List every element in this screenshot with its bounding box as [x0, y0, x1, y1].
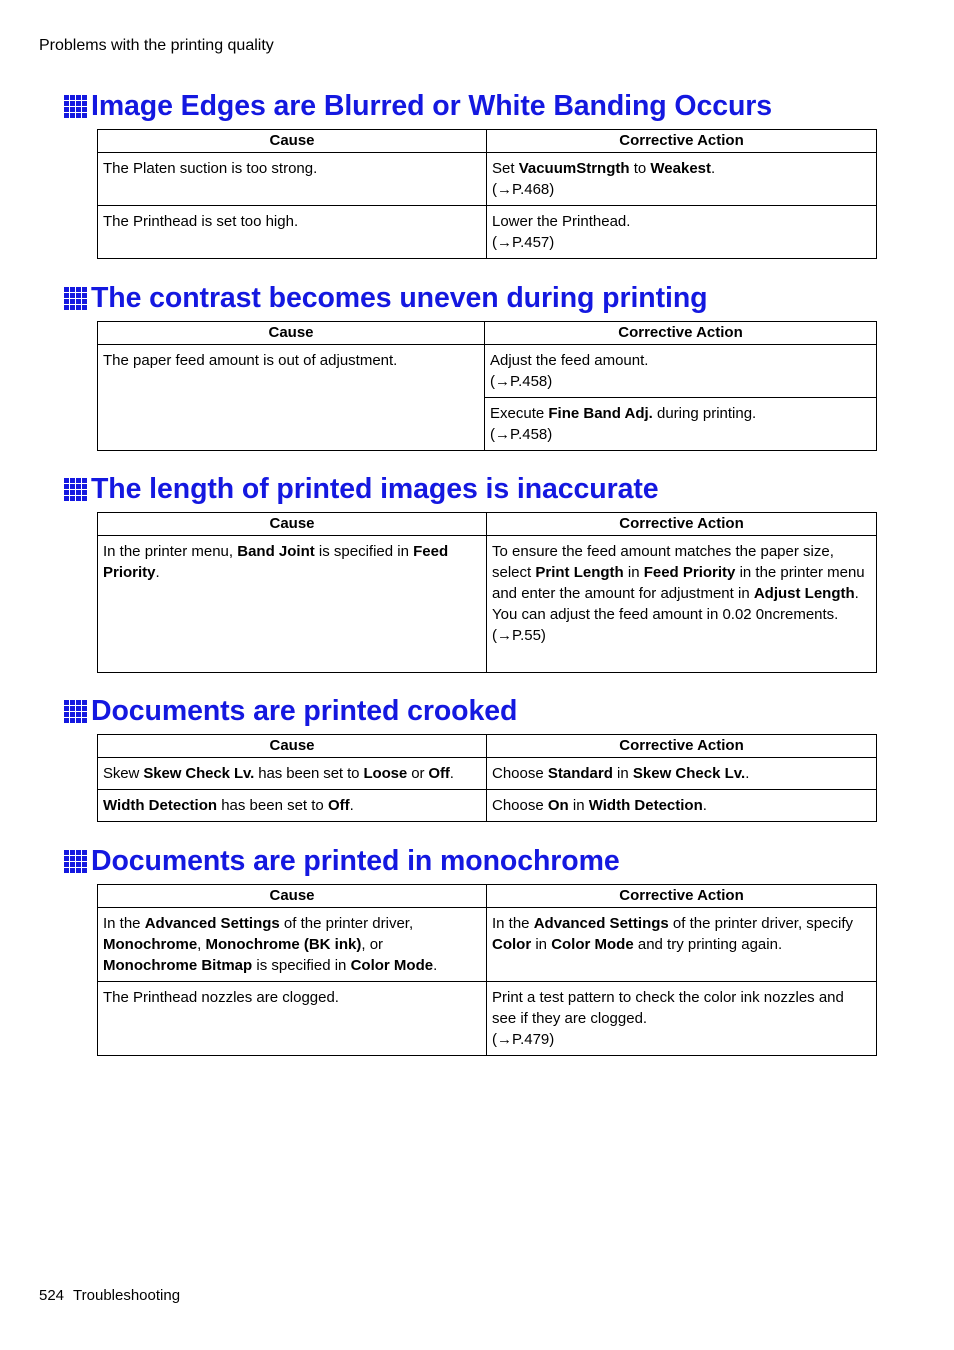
- section-length-inaccurate: [64, 471, 877, 673]
- setting-name: Width Detection: [588, 797, 703, 814]
- dot-grid-icon: [64, 478, 87, 501]
- action-text: [490, 403, 871, 424]
- text-run: in: [623, 564, 644, 581]
- section-title: Image Edges are Blurred or White Banding Occurs: [91, 89, 773, 122]
- text-run: In the: [492, 915, 534, 932]
- text-run: In the printer menu,: [103, 543, 238, 560]
- section-title: Documents are printed in monochrome: [91, 844, 620, 877]
- cause-line: [103, 913, 481, 934]
- setting-name: Color Mode: [551, 936, 634, 953]
- text-run: is specified in: [252, 957, 351, 974]
- setting-name: Feed Priority: [643, 564, 736, 581]
- action-cell: [487, 790, 877, 822]
- section-title: Documents are printed crooked: [91, 694, 518, 727]
- section-heading: [64, 280, 877, 316]
- setting-name: Skew Check Lv.: [632, 765, 746, 782]
- text-run: Set: [492, 160, 519, 177]
- action-text: [492, 541, 871, 625]
- setting-name: Adjust Length: [753, 585, 855, 602]
- text-run: .: [702, 797, 707, 814]
- cause-cell: The Printhead is set too high.: [98, 206, 487, 259]
- cause-column-header: Cause: [98, 513, 487, 536]
- setting-name: Skew Check Lv.: [143, 765, 255, 782]
- troubleshooting-table: [97, 129, 877, 259]
- cause-column-header: Cause: [98, 322, 485, 345]
- table-row: [98, 345, 877, 398]
- section-uneven-contrast: [64, 280, 877, 451]
- action-column-header: Corrective Action: [487, 885, 877, 908]
- action-column-header: Corrective Action: [487, 130, 877, 153]
- text-run: ,: [197, 936, 206, 953]
- setting-value: On: [547, 797, 569, 814]
- text-run: .: [711, 160, 716, 177]
- text-run: Skew: [103, 765, 144, 782]
- section-heading: [64, 843, 877, 879]
- table-header-row: [98, 130, 877, 153]
- page-reference-link[interactable]: (→P.55): [492, 627, 546, 644]
- page-reference-link[interactable]: (→P.458): [490, 426, 553, 443]
- cause-column-header: Cause: [98, 735, 487, 758]
- table-row: [98, 536, 877, 673]
- troubleshooting-table: [97, 734, 877, 822]
- cause-line: [103, 955, 481, 976]
- action-cell: [487, 982, 877, 1056]
- page-reference-link[interactable]: (→P.468): [492, 181, 555, 198]
- section-title: The length of printed images is inaccurate: [91, 472, 659, 505]
- text-run: has been set to: [217, 797, 328, 814]
- setting-value: Standard: [547, 765, 613, 782]
- setting-value: Loose: [363, 765, 408, 782]
- setting-value: Off: [327, 797, 350, 814]
- setting-name: VacuumStrngth: [518, 160, 630, 177]
- page-reference-link[interactable]: (→P.457): [492, 234, 555, 251]
- action-column-header: Corrective Action: [485, 322, 877, 345]
- action-text: Print a test pattern to check the color ink nozzles and see if they are clogged.: [492, 989, 844, 1027]
- section-heading: [64, 471, 877, 507]
- text-run: in: [568, 797, 589, 814]
- table-row: [98, 758, 877, 790]
- footer-section-name: Troubleshooting: [73, 1287, 181, 1304]
- text-run: in the printer menu and enter the amount for adjustment in: [492, 564, 865, 602]
- table-header-row: [98, 322, 877, 345]
- troubleshooting-table: [97, 321, 877, 451]
- setting-name: Width Detection: [103, 797, 218, 814]
- text-run: in: [612, 765, 633, 782]
- text-run: .: [745, 765, 750, 782]
- table-header-row: [98, 885, 877, 908]
- dot-grid-icon: [64, 850, 87, 873]
- text-run: is specified in: [314, 543, 414, 560]
- table-row: [98, 908, 877, 982]
- dot-grid-icon: [64, 700, 87, 723]
- text-run: .: [155, 564, 160, 581]
- table-row: [98, 206, 877, 259]
- setting-name: Color Mode: [350, 957, 434, 974]
- setting-name: Advanced Settings: [533, 915, 669, 932]
- text-run: .: [449, 765, 454, 782]
- cause-cell: The Printhead nozzles are clogged.: [98, 982, 487, 1056]
- table-row: [98, 153, 877, 206]
- cause-column-header: Cause: [98, 885, 487, 908]
- table-row: [98, 982, 877, 1056]
- setting-name: Fine Band Adj.: [548, 405, 653, 422]
- action-text: [492, 158, 871, 179]
- action-cell: [487, 536, 877, 673]
- setting-name: Band Joint: [237, 543, 315, 560]
- dot-grid-icon: [64, 95, 87, 118]
- section-title: The contrast becomes uneven during printing: [91, 281, 708, 314]
- action-text: Lower the Printhead.: [492, 213, 631, 230]
- table-row: [98, 790, 877, 822]
- cause-line: [103, 934, 481, 955]
- table-header-row: [98, 513, 877, 536]
- setting-value: Monochrome Bitmap: [103, 957, 253, 974]
- section-heading: [64, 693, 877, 729]
- text-run: in: [531, 936, 552, 953]
- section-heading: [64, 88, 877, 124]
- action-cell: [487, 908, 877, 982]
- text-run: of the printer driver,: [279, 915, 414, 932]
- setting-name: Advanced Settings: [144, 915, 280, 932]
- setting-value: Weakest: [650, 160, 711, 177]
- text-run: or: [407, 765, 429, 782]
- table-header-row: [98, 735, 877, 758]
- section-printed-crooked: [64, 693, 877, 822]
- text-run: of the printer driver, specify: [668, 915, 853, 932]
- page-reference-link[interactable]: (→P.458): [490, 373, 553, 390]
- action-text: Adjust the feed amount.: [490, 352, 649, 369]
- troubleshooting-table: [97, 884, 877, 1056]
- cause-cell: [98, 790, 487, 822]
- text-run: Execute: [490, 405, 549, 422]
- cause-column-header: Cause: [98, 130, 487, 153]
- action-cell: [485, 398, 877, 451]
- action-cell: [485, 345, 877, 398]
- page-number: 524: [39, 1287, 65, 1304]
- action-column-header: Corrective Action: [487, 513, 877, 536]
- text-run: To ensure the feed amount matches the paper size, select: [492, 543, 834, 581]
- dot-grid-icon: [64, 287, 87, 310]
- section-monochrome: [64, 843, 877, 1056]
- text-run: , or: [361, 936, 384, 953]
- setting-value: Off: [428, 765, 450, 782]
- cause-cell: [98, 758, 487, 790]
- text-run: during printing.: [652, 405, 757, 422]
- section-blurred-edges: [64, 88, 877, 259]
- cause-cell: [98, 536, 487, 673]
- running-header: Problems with the printing quality: [39, 37, 274, 54]
- text-run: .: [433, 957, 438, 974]
- setting-value: Color: [492, 936, 532, 953]
- action-cell: [487, 758, 877, 790]
- text-run: In the: [103, 915, 145, 932]
- setting-value: Feed Priority: [103, 543, 449, 581]
- text-run: has been set to: [254, 765, 364, 782]
- action-cell: [487, 206, 877, 259]
- cause-cell: The paper feed amount is out of adjustment.: [98, 345, 485, 451]
- text-run: to: [629, 160, 651, 177]
- text-run: and try printing again.: [633, 936, 783, 953]
- text-run: . You can adjust the feed amount in 0.02 0ncrements.: [492, 585, 859, 623]
- action-cell: [487, 153, 877, 206]
- text-run: Choose: [492, 797, 548, 814]
- text-run: Choose: [492, 765, 548, 782]
- setting-value: Monochrome (BK ink): [205, 936, 362, 953]
- text-run: .: [349, 797, 354, 814]
- setting-value: Monochrome: [103, 936, 198, 953]
- cause-cell: [98, 908, 487, 982]
- cause-cell: The Platen suction is too strong.: [98, 153, 487, 206]
- troubleshooting-table: [97, 512, 877, 673]
- page-reference-link[interactable]: (→P.479): [492, 1031, 555, 1048]
- setting-name: Print Length: [535, 564, 624, 581]
- running-footer: [39, 1287, 180, 1304]
- action-column-header: Corrective Action: [487, 735, 877, 758]
